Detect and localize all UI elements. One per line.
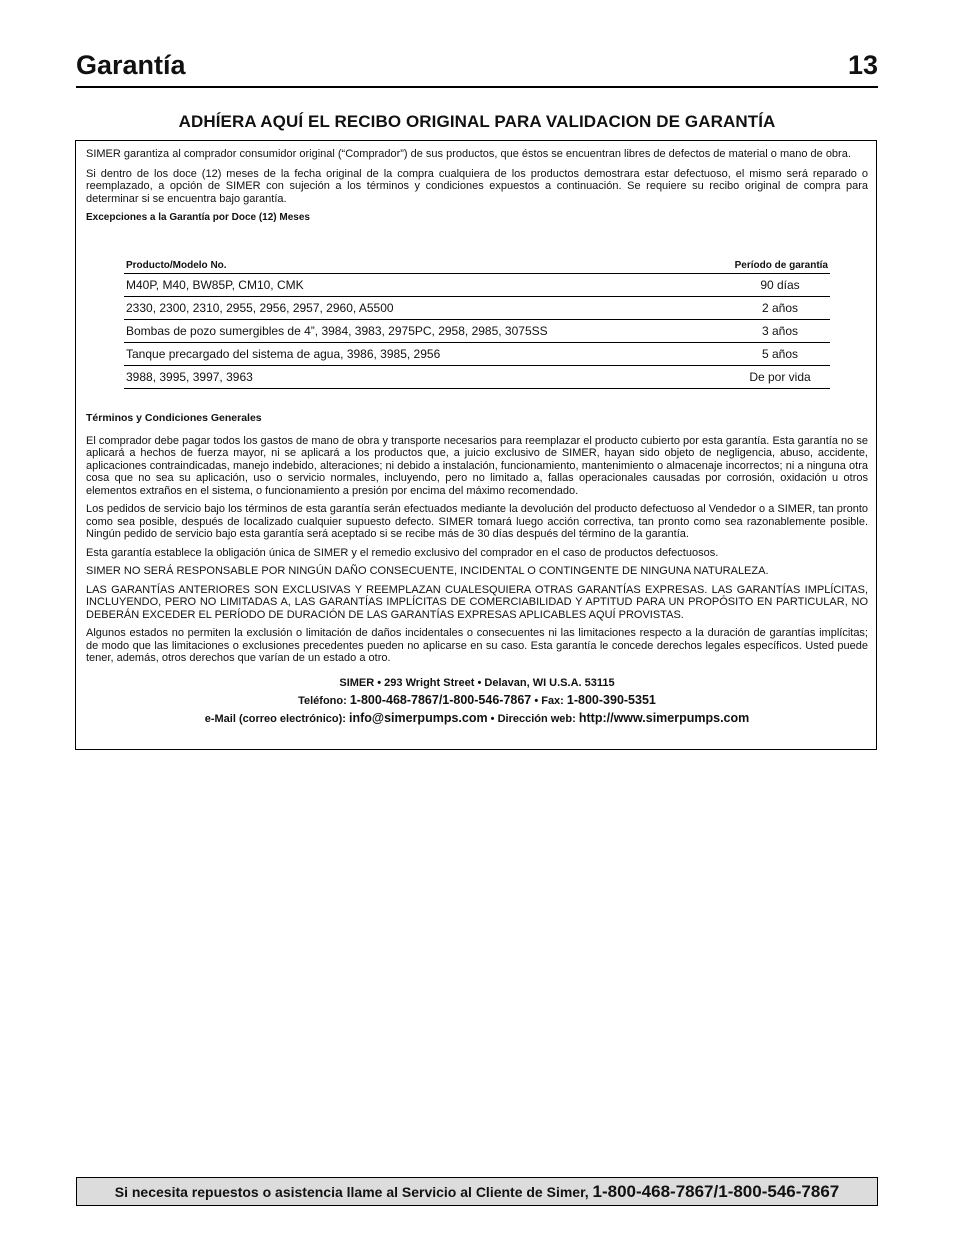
- phone-label: Teléfono:: [298, 695, 347, 707]
- product-cell: Tanque precargado del sistema de agua, 3986, 3985, 2956: [124, 343, 728, 366]
- product-cell: 3988, 3995, 3997, 3963: [124, 366, 728, 389]
- web-label: • Dirección web:: [490, 713, 576, 725]
- warranty-intro: [86, 148, 868, 232]
- page-number: 13: [847, 50, 878, 80]
- terms-paragraph: SIMER NO SERÁ RESPONSABLE POR NINGÚN DAÑO CONSECUENTE, INCIDENTAL O CONTINGENTE DE NINGUNA NATURALEZA.: [86, 565, 769, 577]
- footer-text: Si necesita repuestos o asistencia llame al Servicio al Cliente de Simer,: [114, 1184, 589, 1200]
- product-cell: M40P, M40, BW85P, CM10, CMK: [124, 274, 728, 297]
- warranty-box: [75, 140, 877, 750]
- product-cell: Bombas de pozo sumergibles de 4”, 3984, 3983, 2975PC, 2958, 2985, 3075SS: [124, 320, 728, 343]
- footer-phone: 1-800-468-7867/1-800-546-7867: [592, 1182, 840, 1201]
- table-row: [124, 343, 830, 366]
- terms-paragraph: El comprador debe pagar todos los gastos de mano de obra y transporte necesarios para reemplazar el producto cubierto por esta garantía. Esta garantía no se aplicará a hechos de fuerza mayor, ni se aplicará a los productos que, a juicio exclusivo de SIMER, hayan sido objeto de negligencia, abuso, accidente, aplicaciones contraindicadas, manejo indebido, alteraciones; ni debido a instalación, funcionamiento, mantenimiento o almacenaje incorrectos; ni a ninguna otra cosa que no sea su aplicación, uso o servicio normales, incluyendo, pero no limitado a, fallas operacionales causadas por corrosión, oxidación u otros elementos extraños en el sistema, o funcionamiento a presión por encima del máximo recomendado.: [86, 434, 868, 497]
- terms-paragraph: Algunos estados no permiten la exclusión o limitación de daños incidentales o consecuentes ni las limitaciones respecto a la duración de garantías implícitas; de modo que las limitaciones o exclusiones precedentes pueden no aplicarse en su caso. Esta garantía le concede derechos legales específicos. Usted puede tener, además, otros derechos que varían de un estado a otro.: [86, 627, 868, 664]
- support-footer: [76, 1177, 878, 1206]
- contact-block: [86, 675, 868, 728]
- receipt-instruction-heading: ADHÍERA AQUÍ EL RECIBO ORIGINAL PARA VALIDACION DE GARANTÍA: [178, 112, 776, 131]
- email-label: e-Mail (correo electrónico):: [204, 713, 346, 725]
- terms-paragraph: Los pedidos de servicio bajo los términos de esta garantía serán efectuados mediante la devolución del producto defectuoso al Vendedor o a SIMER, tan pronto como sea posible, después de localizado cualquier supuesto defecto. SIMER tomará luego acción correctiva, tan pronto como sea razonablemente posible. Ningún pedido de servicio bajo esta garantía será aceptado si se recibe más de 30 días después del término de la garantía.: [86, 503, 868, 540]
- column-header-product: Producto/Modelo No.: [124, 257, 728, 274]
- exceptions-heading: Excepciones a la Garantía por Doce (12) Meses: [86, 212, 310, 224]
- phone-line: [86, 692, 868, 710]
- terms-paragraph: Esta garantía establece la obligación única de SIMER y el remedio exclusivo del comprador en el caso de productos defectuosos.: [86, 546, 719, 559]
- period-cell: 3 años: [728, 320, 830, 343]
- intro-paragraph: SIMER garantiza al comprador consumidor original (“Comprador”) de sus productos, que éstos se encuentran libres de defectos de material o mano de obra.: [86, 148, 851, 160]
- product-cell: 2330, 2300, 2310, 2955, 2956, 2957, 2960, A5500: [124, 297, 728, 320]
- terms-heading: Términos y Condiciones Generales: [86, 412, 262, 424]
- table-row: [124, 297, 830, 320]
- table-row: [124, 274, 830, 297]
- website-url: http://www.simerpumps.com: [578, 711, 750, 725]
- fax-number: 1-800-390-5351: [566, 693, 656, 707]
- table-header-row: [124, 257, 830, 274]
- web-line: [86, 710, 868, 728]
- terms-section: [86, 412, 868, 671]
- company-address: SIMER • 293 Wright Street • Delavan, WI U.S.A. 53115: [339, 677, 615, 689]
- warranty-period-table: [124, 257, 830, 389]
- period-cell: 5 años: [728, 343, 830, 366]
- email-address: info@simerpumps.com: [348, 711, 488, 725]
- column-header-period: Período de garantía: [728, 257, 830, 274]
- page-header: [76, 50, 878, 88]
- page-title: Garantía: [76, 50, 186, 80]
- fax-label: • Fax:: [534, 695, 564, 707]
- table-row: [124, 366, 830, 389]
- table-row: [124, 320, 830, 343]
- phone-number: 1-800-468-7867/1-800-546-7867: [349, 693, 532, 707]
- period-cell: De por vida: [728, 366, 830, 389]
- period-cell: 90 días: [728, 274, 830, 297]
- period-cell: 2 años: [728, 297, 830, 320]
- terms-paragraph: LAS GARANTÍAS ANTERIORES SON EXCLUSIVAS Y REEMPLAZAN CUALESQUIERA OTRAS GARANTÍAS EXPRESAS. LAS GARANTÍAS IMPLÍCITAS, INCLUYENDO, PERO NO LIMITADAS A, LAS GARANTÍAS IMPLÍCITAS DE COMERCIABILIDAD Y APTITUD PARA UN PROPÓSITO EN PARTICULAR, NO DEBERÁN EXCEDER EL PERÍODO DE DURACIÓN DE LAS GARANTÍAS EXPRESAS APLICABLES AQUÍ PROVISTAS.: [86, 583, 868, 621]
- intro-paragraph: Si dentro de los doce (12) meses de la fecha original de la compra cualquiera de los productos demostrara estar defectuoso, el mismo será reparado o reemplazado, a opción de SIMER con sujeción a los términos y condiciones expuestos a continuación. Se requiere su recibo original de compra para determinar si se encuentra bajo garantía.: [86, 167, 868, 205]
